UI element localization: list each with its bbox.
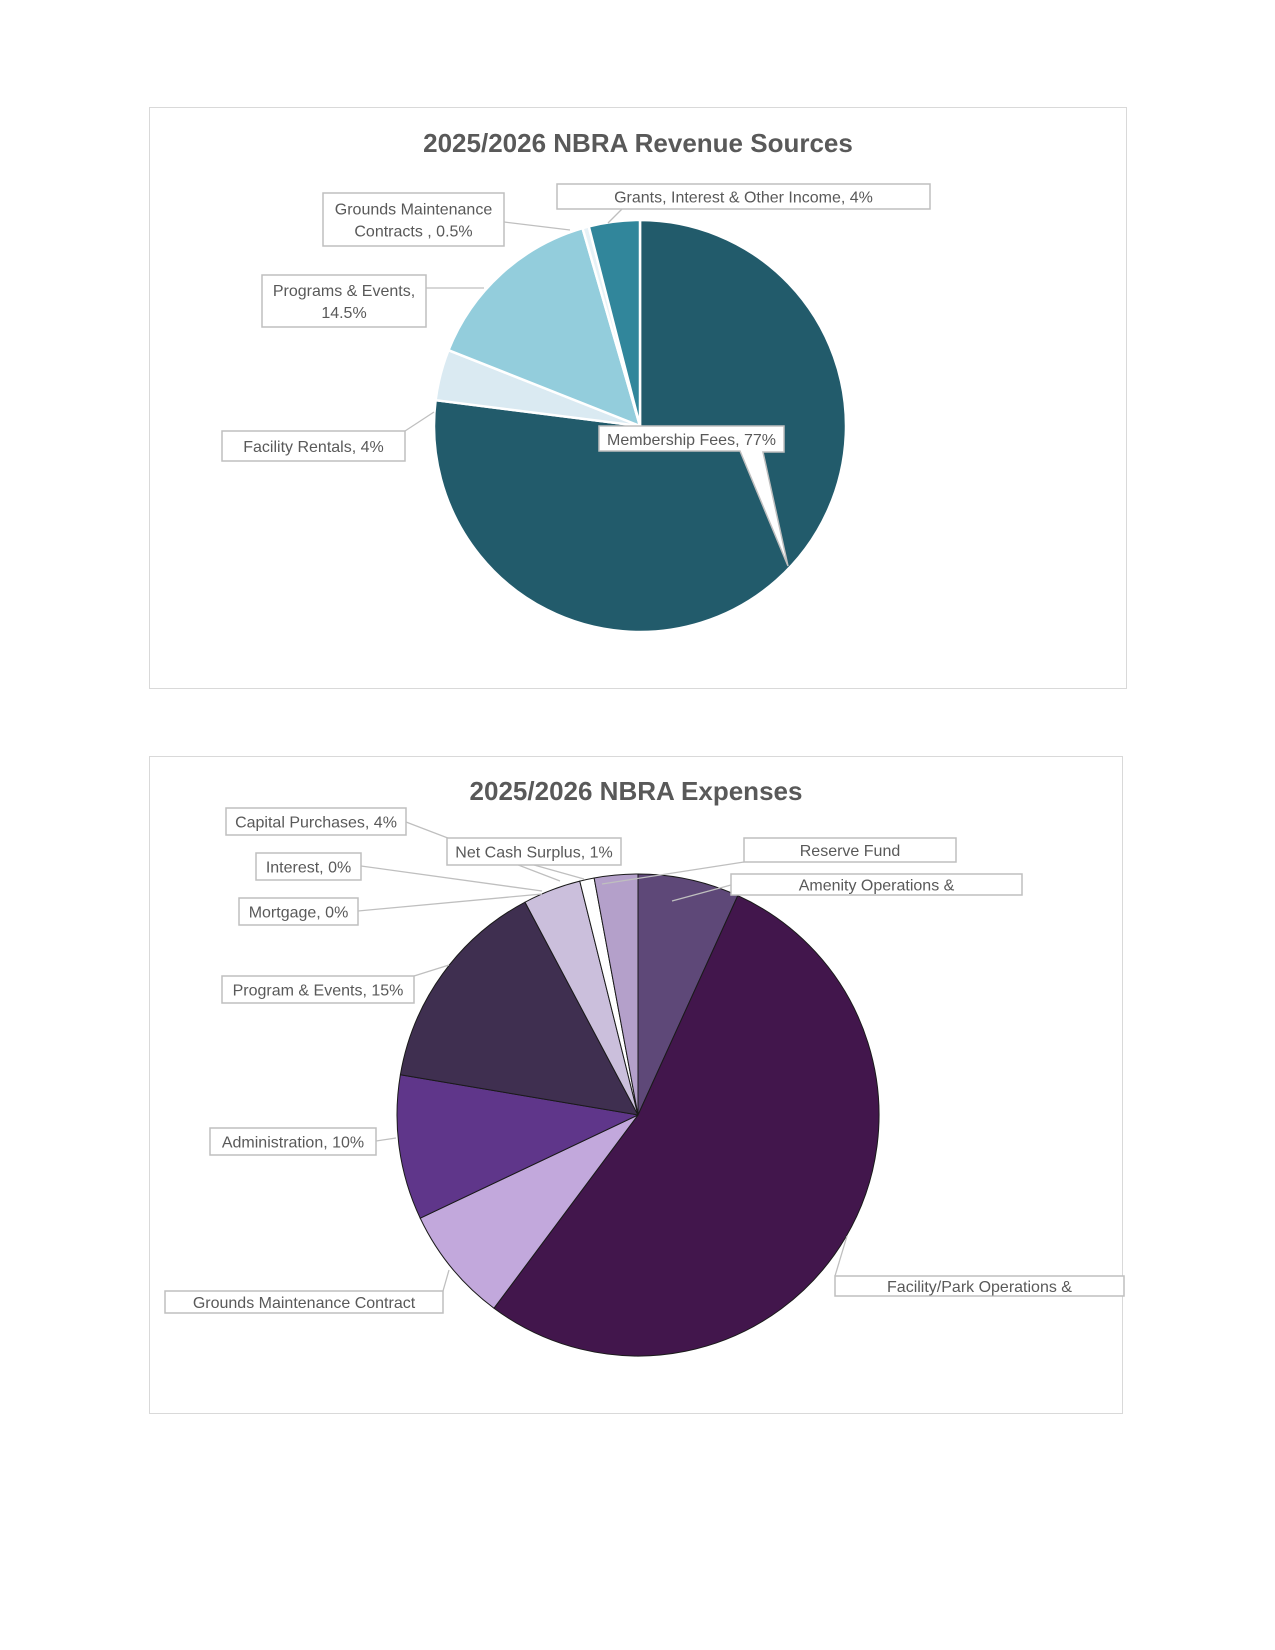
revenue-label-facility-rentals [222,412,434,461]
revenue-label-programs-events [262,275,484,327]
label-text: Reserve Fund [799,843,901,860]
label-text: Capital Purchases, 4% [235,814,397,832]
label-text: Administration, 10% [221,1134,365,1152]
leader-line [361,866,542,891]
revenue-chart-title: 2025/2026 NBRA Revenue Sources [423,128,853,158]
label-text: Facility/Park Operations & [887,1279,1072,1296]
label-text: Mortgage, 0% [248,904,349,922]
label-text: Facility Rentals, 4% [243,439,384,456]
expenses-pie [397,874,879,1356]
leader-line [534,865,584,879]
expenses-label-facility-park-operations-maintenance [835,1236,1124,1296]
label-text: Grounds Maintenance Contracts , 0.5% [334,201,493,241]
label-text: Program & Events, 15% [232,982,404,1000]
leader-line [443,1270,449,1291]
revenue-label-grants-interest-other-income [557,184,930,223]
leader-line [504,222,570,230]
label-text: Membership Fees, 77% [607,432,776,449]
label-text: Interest, 0% [265,859,352,877]
label-text: Amenity Operations & [798,877,955,895]
expenses-label-net-cash-surplus [447,838,621,879]
revenue-label-grounds-maintenance-contracts [323,193,570,246]
expenses-chart-title: 2025/2026 NBRA Expenses [469,776,803,806]
label-text: Programs & Events, 14.5% [272,283,416,322]
label-text: Grants, Interest & Other Income, 4% [614,189,873,207]
leader-line [376,1138,396,1141]
leader-line [405,412,434,431]
label-text: Grounds Maintenance Contract [192,1295,416,1312]
expenses-label-grounds-maintenance-contract [165,1270,449,1313]
label-text: Net Cash Surplus, 1% [455,844,613,862]
expenses-label-program-events [222,965,449,1003]
expenses-label-administration [210,1128,396,1155]
